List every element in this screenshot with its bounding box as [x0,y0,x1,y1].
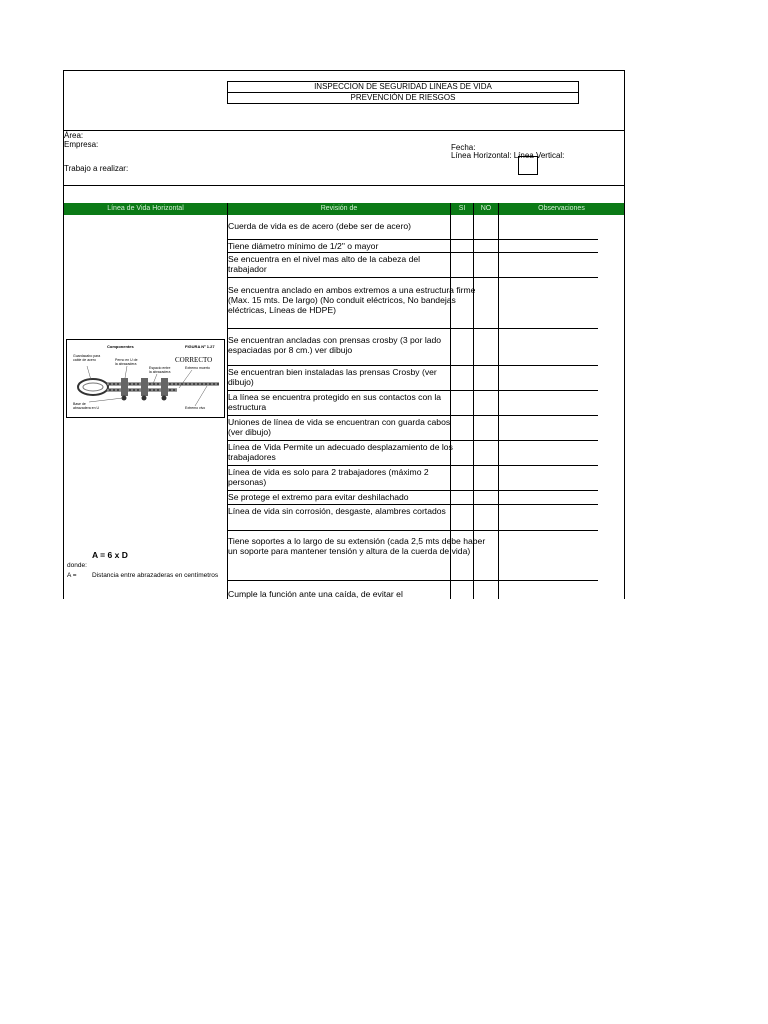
diagram-figure-number: FIGURA Nº 1.27 [185,344,215,349]
fecha-label: Fecha: [451,143,476,152]
table-row [227,416,598,441]
table-row [227,505,598,531]
header-si: SI [458,205,466,212]
divider [64,130,624,131]
row-text: Cuerda de vida es de acero (debe ser de acero) [228,221,411,231]
row-text: Se encuentra en el nivel mas alto de la cabeza del trabajador [228,254,421,274]
title-main: INSPECCION DE SEGURIDAD LINEAS DE VIDA [314,82,492,91]
table-row [227,278,598,329]
table-row [227,329,598,366]
table-row [227,581,598,599]
linea-vertical-checkbox[interactable] [518,156,538,175]
wire-rope-icon [67,340,224,417]
diagram-label: Espacio entre la abrazadera [149,366,171,374]
diagram-label: Perno en U de la abrazadera [115,358,138,366]
crosby-clamp-diagram [66,339,225,418]
divider [64,185,624,186]
table-row [227,391,598,416]
area-label: Área: [64,131,84,140]
row-text: Tiene diámetro mínimo de 1/2" o mayor [228,241,379,251]
table-row [227,366,598,391]
trabajo-label: Trabajo a realizar: [64,164,129,173]
header-observaciones: Observaciones [538,205,585,212]
row-text: Uniones de línea de vida se encuentran con guarda cabos (ver dibujo) [228,417,451,437]
title-sub: PREVENCIÓN DE RIESGOS [228,92,578,103]
diagram-label: Extremo vivo [185,406,206,410]
row-text: Línea de Vida Permite un adecuado desplazamiento de los trabajadores [228,442,453,462]
row-text: Se encuentra anclado en ambos extremos a una estructura firme (Max. 15 mts. De largo) (No conduit eléctricos, No bandejas eléctricas, Líneas de HDPE) [228,285,476,315]
row-text: Se protege el extremo para evitar deshilachado [228,492,409,502]
row-text: La línea se encuentra protegido en sus contactos con la estructura [228,392,442,412]
formula-expression: A = 6 x D [92,550,128,560]
table-row [227,441,598,466]
diagram-caption: Componentes [107,344,134,349]
diagram-label: Base de abrazadera en U [73,402,100,410]
empresa-label: Empresa: [64,140,99,149]
row-text: Línea de vida es solo para 2 trabajadores (máximo 2 personas) [228,467,429,487]
diagram-label: Extremo muerto [185,366,210,370]
header-linea-vida: Línea de Vida Horizontal [107,205,184,212]
title-box [227,81,579,104]
table-row [227,215,598,240]
linea-label: Línea Horizontal: Línea Vertical: [451,151,565,160]
header-no: NO [480,205,492,212]
table-row [227,240,598,253]
diagram-status: CORRECTO [175,356,213,364]
table-row [227,491,598,505]
row-text: Tiene soportes a lo largo de su extensión (cada 2,5 mts debe haber un soporte para mantener tensión y altura de la cuerda de vida) [228,536,486,556]
diagram-label: Guardacabo para cable de acero [73,354,101,362]
formula-donde: donde: [67,562,87,569]
row-text: Cumple la función ante una caída, de evitar el [228,589,403,599]
row-text: Se encuentran bien instaladas las prensas Crosby (ver dibujo) [228,367,437,387]
formula-a-symbol: A = [67,572,77,579]
formula-a-desc: Distancia entre abrazaderas en centímetros [92,572,219,579]
row-text: Se encuentran ancladas con prensas crosby (3 por lado espaciadas por 8 cm.) ver dibujo [228,335,442,355]
header-revision: Revisión de [320,205,358,212]
table-header [64,203,624,215]
table-row [227,531,598,581]
table-row [227,466,598,491]
inspection-sheet [63,70,625,599]
row-text: Línea de vida sin corrosión, desgaste, alambres cortados [228,506,446,516]
table-row [227,253,598,278]
